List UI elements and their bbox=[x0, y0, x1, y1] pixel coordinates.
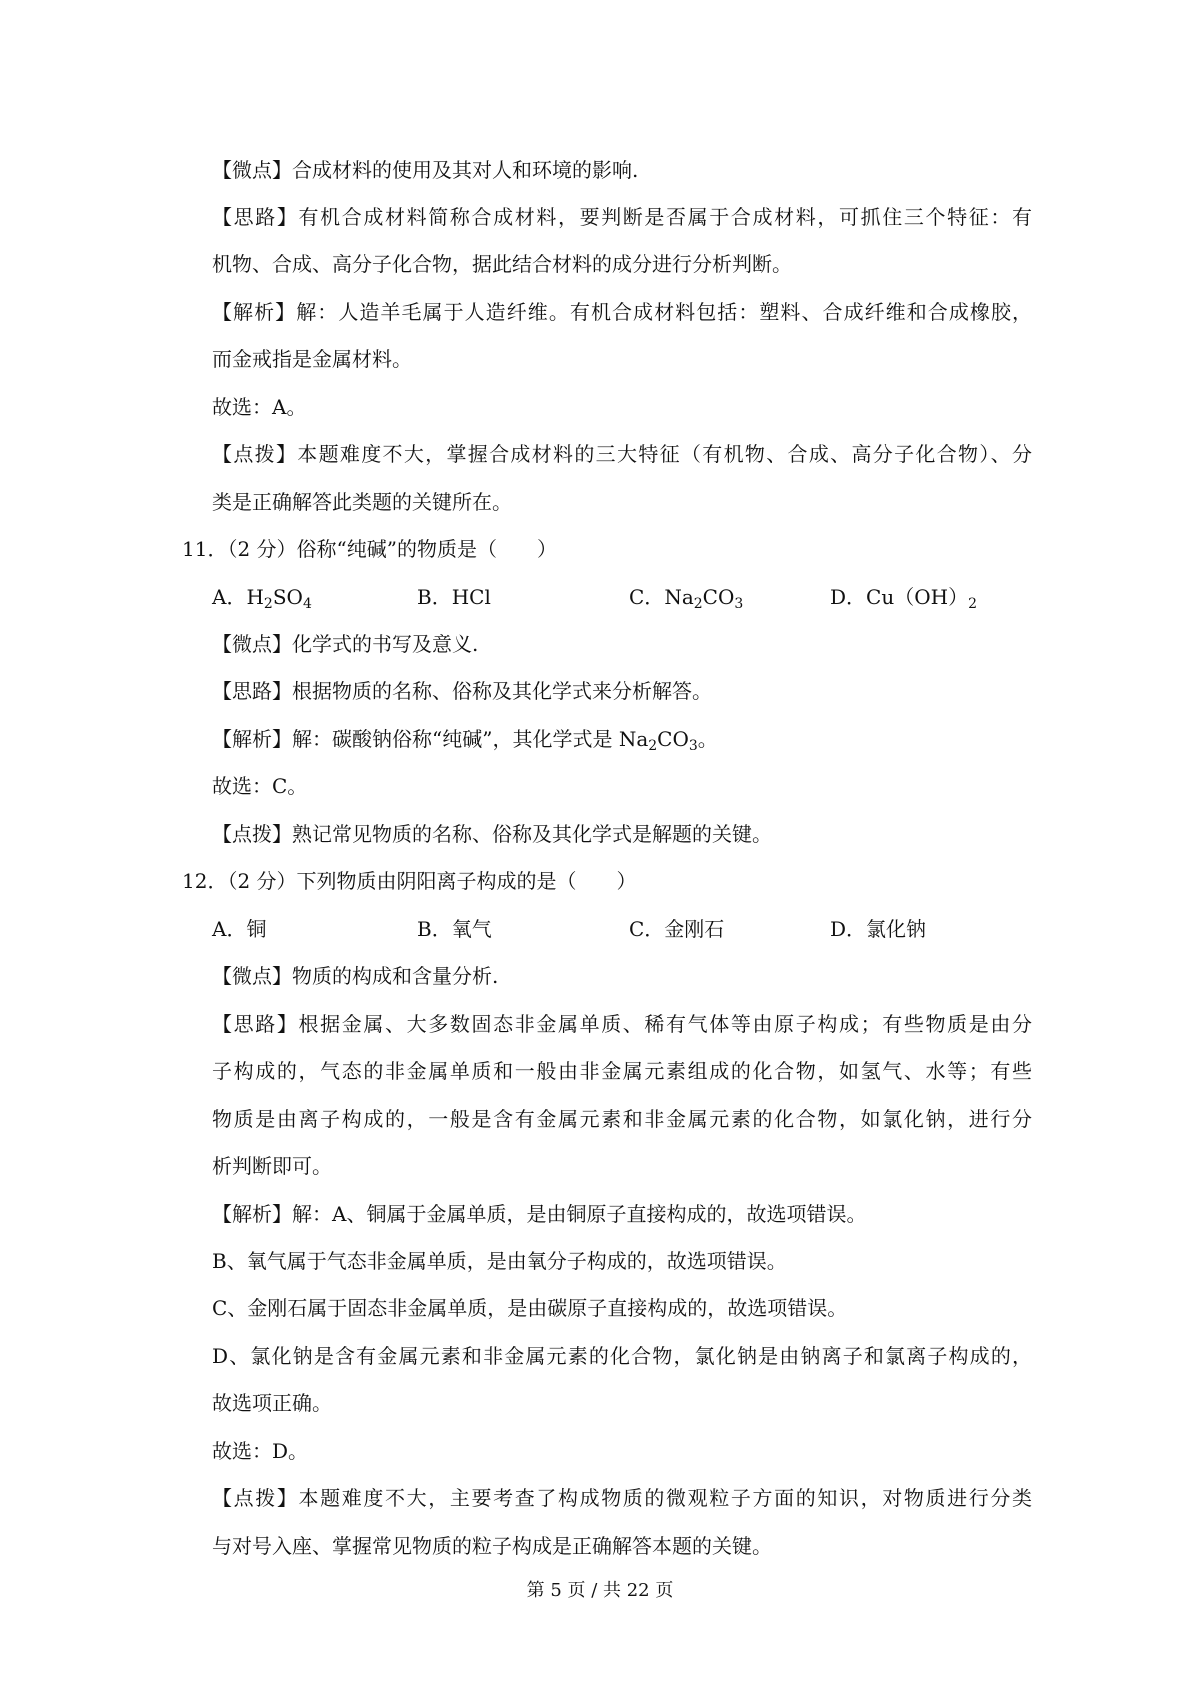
q12-jiexi-line-5: 故选项正确。 bbox=[212, 1391, 332, 1415]
q11-option-c: C．$Na_2CO_3$ bbox=[629, 585, 744, 612]
q12-stem: 12．（2 分）下列物质由阴阳离子构成的是（ ） bbox=[182, 869, 637, 893]
q10-silu-line-2: 机物、合成、高分子化合物，据此结合材料的成分进行分析判断。 bbox=[212, 252, 792, 276]
q11-silu: 【思路】根据物质的名称、俗称及其化学式来分析解答。 bbox=[212, 679, 712, 703]
q12-jiexi-line-3: C、金刚石属于固态非金属单质，是由碳原子直接构成的，故选项错误。 bbox=[212, 1296, 848, 1320]
q12-jiexi-line-4: D、氯化钠是含有金属元素和非金属元素的化合物，氯化钠是由钠离子和氯离子构成的， bbox=[212, 1344, 1032, 1368]
q12-silu-line-2: 子构成的，气态的非金属单质和一般由非金属元素组成的化合物，如氢气、水等；有些 bbox=[212, 1059, 1032, 1083]
q11-jiexi: 【解析】解：碳酸钠俗称“纯碱”，其化学式是 $Na_2CO_3$。 bbox=[212, 727, 718, 754]
q11-option-d: D．$Cu(OH)_2$ bbox=[830, 585, 977, 612]
q12-option-a: A．铜 bbox=[212, 917, 267, 941]
q12-answer: 故选：D。 bbox=[212, 1439, 309, 1463]
q12-silu-line-3: 物质是由离子构成的，一般是含有金属元素和非金属元素的化合物，如氯化钠，进行分 bbox=[212, 1107, 1032, 1131]
q11-option-b: B．HCl bbox=[417, 585, 491, 609]
q12-jiexi-line-1: 【解析】解：A、铜属于金属单质，是由铜原子直接构成的，故选项错误。 bbox=[212, 1202, 867, 1226]
q11-weidian: 【微点】化学式的书写及意义. bbox=[212, 632, 479, 656]
q10-weidian: 【微点】合成材料的使用及其对人和环境的影响. bbox=[212, 158, 639, 182]
q11-dianbo: 【点拨】熟记常见物质的名称、俗称及其化学式是解题的关键。 bbox=[212, 822, 772, 846]
q12-option-d: D．氯化钠 bbox=[830, 917, 927, 941]
q10-answer: 故选：A。 bbox=[212, 395, 307, 419]
q10-dianbo-line-2: 类是正确解答此类题的关键所在。 bbox=[212, 490, 512, 514]
q11-stem: 11．（2 分）俗称“纯碱”的物质是（ ） bbox=[182, 537, 557, 561]
q10-jiexi-line-1: 【解析】解：人造羊毛属于人造纤维。有机合成材料包括：塑料、合成纤维和合成橡胶， bbox=[212, 300, 1032, 324]
q12-silu-line-4: 析判断即可。 bbox=[212, 1154, 332, 1178]
q12-jiexi-line-2: B、氧气属于气态非金属单质，是由氧分子构成的，故选项错误。 bbox=[212, 1249, 787, 1273]
q12-dianbo-line-2: 与对号入座、掌握常见物质的粒子构成是正确解答本题的关键。 bbox=[212, 1534, 772, 1558]
q11-option-a: A．$H_2SO_4$ bbox=[212, 585, 312, 612]
q10-dianbo-line-1: 【点拨】本题难度不大，掌握合成材料的三大特征（有机物、合成、高分子化合物）、分 bbox=[212, 442, 1032, 466]
q12-weidian: 【微点】物质的构成和含量分析. bbox=[212, 964, 499, 988]
q11-answer: 故选：C。 bbox=[212, 774, 308, 798]
q12-dianbo-line-1: 【点拨】本题难度不大，主要考查了构成物质的微观粒子方面的知识，对物质进行分类 bbox=[212, 1486, 1032, 1510]
q12-silu-line-1: 【思路】根据金属、大多数固态非金属单质、稀有气体等由原子构成；有些物质是由分 bbox=[212, 1012, 1032, 1036]
q12-option-b: B．氧气 bbox=[417, 917, 492, 941]
page-number-footer: 第 5 页 / 共 22 页 bbox=[526, 1580, 674, 1601]
q10-silu-line-1: 【思路】有机合成材料简称合成材料，要判断是否属于合成材料，可抓住三个特征：有 bbox=[212, 205, 1032, 229]
q12-option-c: C．金刚石 bbox=[629, 917, 725, 941]
q10-jiexi-line-2: 而金戒指是金属材料。 bbox=[212, 347, 412, 371]
